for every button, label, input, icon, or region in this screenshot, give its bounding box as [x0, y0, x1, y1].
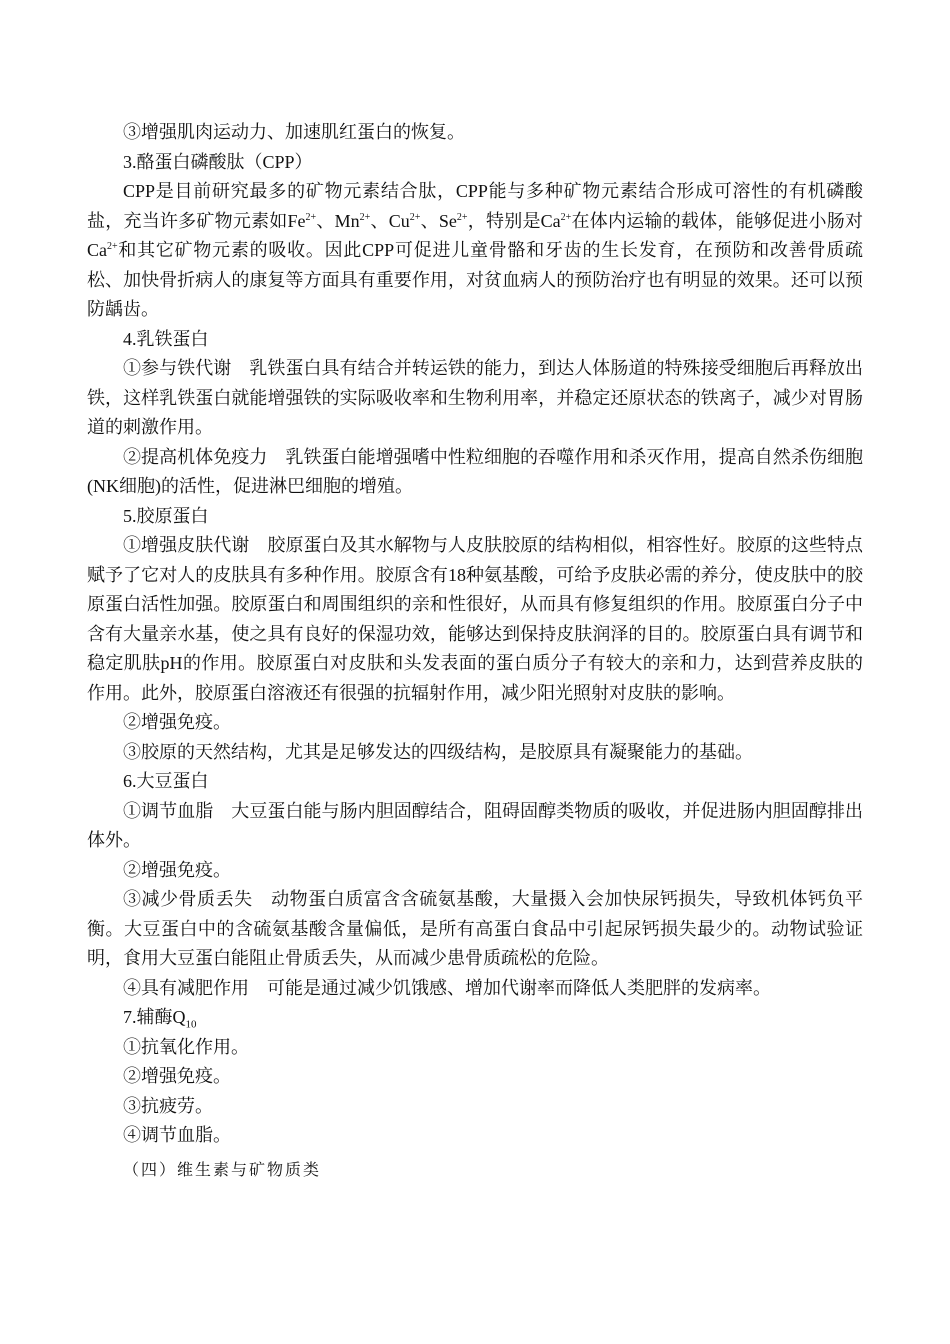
paragraph-soy-weight: ④具有减肥作用 可能是通过减少饥饿感、增加代谢率而降低人类肥胖的发病率。: [123, 977, 771, 998]
section-heading-vitamins-minerals: （四）维生素与矿物质类: [123, 1159, 322, 1179]
item-q10-antifatigue: ③抗疲劳。: [123, 1095, 213, 1116]
paragraph-cpp: CPP是目前研究最多的矿物元素结合肽，CPP能与多种矿物元素结合形成可溶性的有机磷酸盐，充当许多矿物元素如$Fe^{2+}$、$Mn^{2+}$、$Cu^{2+}$、$Se^{2+}$，特别是$Ca^{2+}$在体内运输的载体，能够促进小肠对$Ca^{2+}$和其它矿物元素的吸收。因此CPP可促进儿童骨骼和牙齿的生长发育，在预防和改善骨质疏松、加快骨折病人的康复等方面具有重要作用，对贫血病人的预防治疗也有明显的效果。还可以预防龋齿。: [87, 181, 864, 319]
heading-collagen: 5.胶原蛋白: [123, 505, 209, 526]
item-q10-antioxidant: ①抗氧化作用。: [123, 1036, 249, 1057]
item-q10-lipids: ④调节血脂。: [123, 1125, 231, 1145]
item-q10-immunity: ②增强免疫。: [123, 1066, 231, 1086]
item-muscle-recovery: ③增强肌肉运动力、加速肌红蛋白的恢复。: [123, 122, 465, 142]
paragraph-collagen-structure: ③胶原的天然结构，尤其是足够发达的四级结构，是胶原具有凝聚能力的基础。: [123, 741, 753, 762]
heading-soy-protein: 6.大豆蛋白: [123, 771, 209, 791]
document-body: [87, 118, 863, 1200]
paragraph-soy-lipids: ①调节血脂 大豆蛋白能与肠内胆固醇结合，阻碍固醇类物质的吸收，并促进肠内胆固醇排出体外。: [87, 800, 863, 850]
heading-lactoferrin: 4.乳铁蛋白: [123, 328, 209, 349]
paragraph-collagen-skin: ①增强皮肤代谢 胶原蛋白及其水解物与人皮肤胶原的结构相似，相容性好。胶原的这些特点赋予了它对人的皮肤具有多种作用。胶原含有18种氨基酸，可给予皮肤必需的养分，使皮肤中的胶原蛋白活性加强。胶原蛋白和周围组织的亲和性很好，从而具有修复组织的作用。胶原蛋白分子中含有大量亲水基，使之具有良好的保湿功效，能够达到保持皮肤润泽的目的。胶原蛋白具有调节和稳定肌肤pH的作用。胶原蛋白对皮肤和头发表面的蛋白质分子有较大的亲和力，达到营养皮肤的作用。此外，胶原蛋白溶液还有很强的抗辐射作用，减少阳光照射对皮肤的影响。: [87, 535, 863, 703]
item-collagen-immunity: ②增强免疫。: [123, 712, 231, 732]
heading-cpp: 3.酪蛋白磷酸肽（CPP）: [123, 151, 313, 172]
heading-coenzyme-q10: 7.辅酶$Q_{10}$: [123, 1007, 197, 1031]
paragraph-lactoferrin-iron: ①参与铁代谢 乳铁蛋白具有结合并转运铁的能力，到达人体肠道的特殊接受细胞后再释放出铁，这样乳铁蛋白就能增强铁的实际吸收率和生物利用率，并稳定还原状态的铁离子，减少对胃肠道的刺激作用。: [87, 358, 863, 437]
paragraph-lactoferrin-immunity: ②提高机体免疫力 乳铁蛋白能增强嗜中性粒细胞的吞噬作用和杀灭作用，提高自然杀伤细胞(NK细胞)的活性，促进淋巴细胞的增殖。: [87, 446, 863, 496]
paragraph-soy-bone: ③减少骨质丢失 动物蛋白质富含含硫氨基酸，大量摄入会加快尿钙损失，导致机体钙负平衡。大豆蛋白中的含硫氨基酸含量偏低，是所有高蛋白食品中引起尿钙损失最少的。动物试验证明，食用大豆蛋白能阻止骨质丢失，从而减少患骨质疏松的危险。: [87, 889, 863, 968]
item-soy-immunity: ②增强免疫。: [123, 859, 231, 880]
